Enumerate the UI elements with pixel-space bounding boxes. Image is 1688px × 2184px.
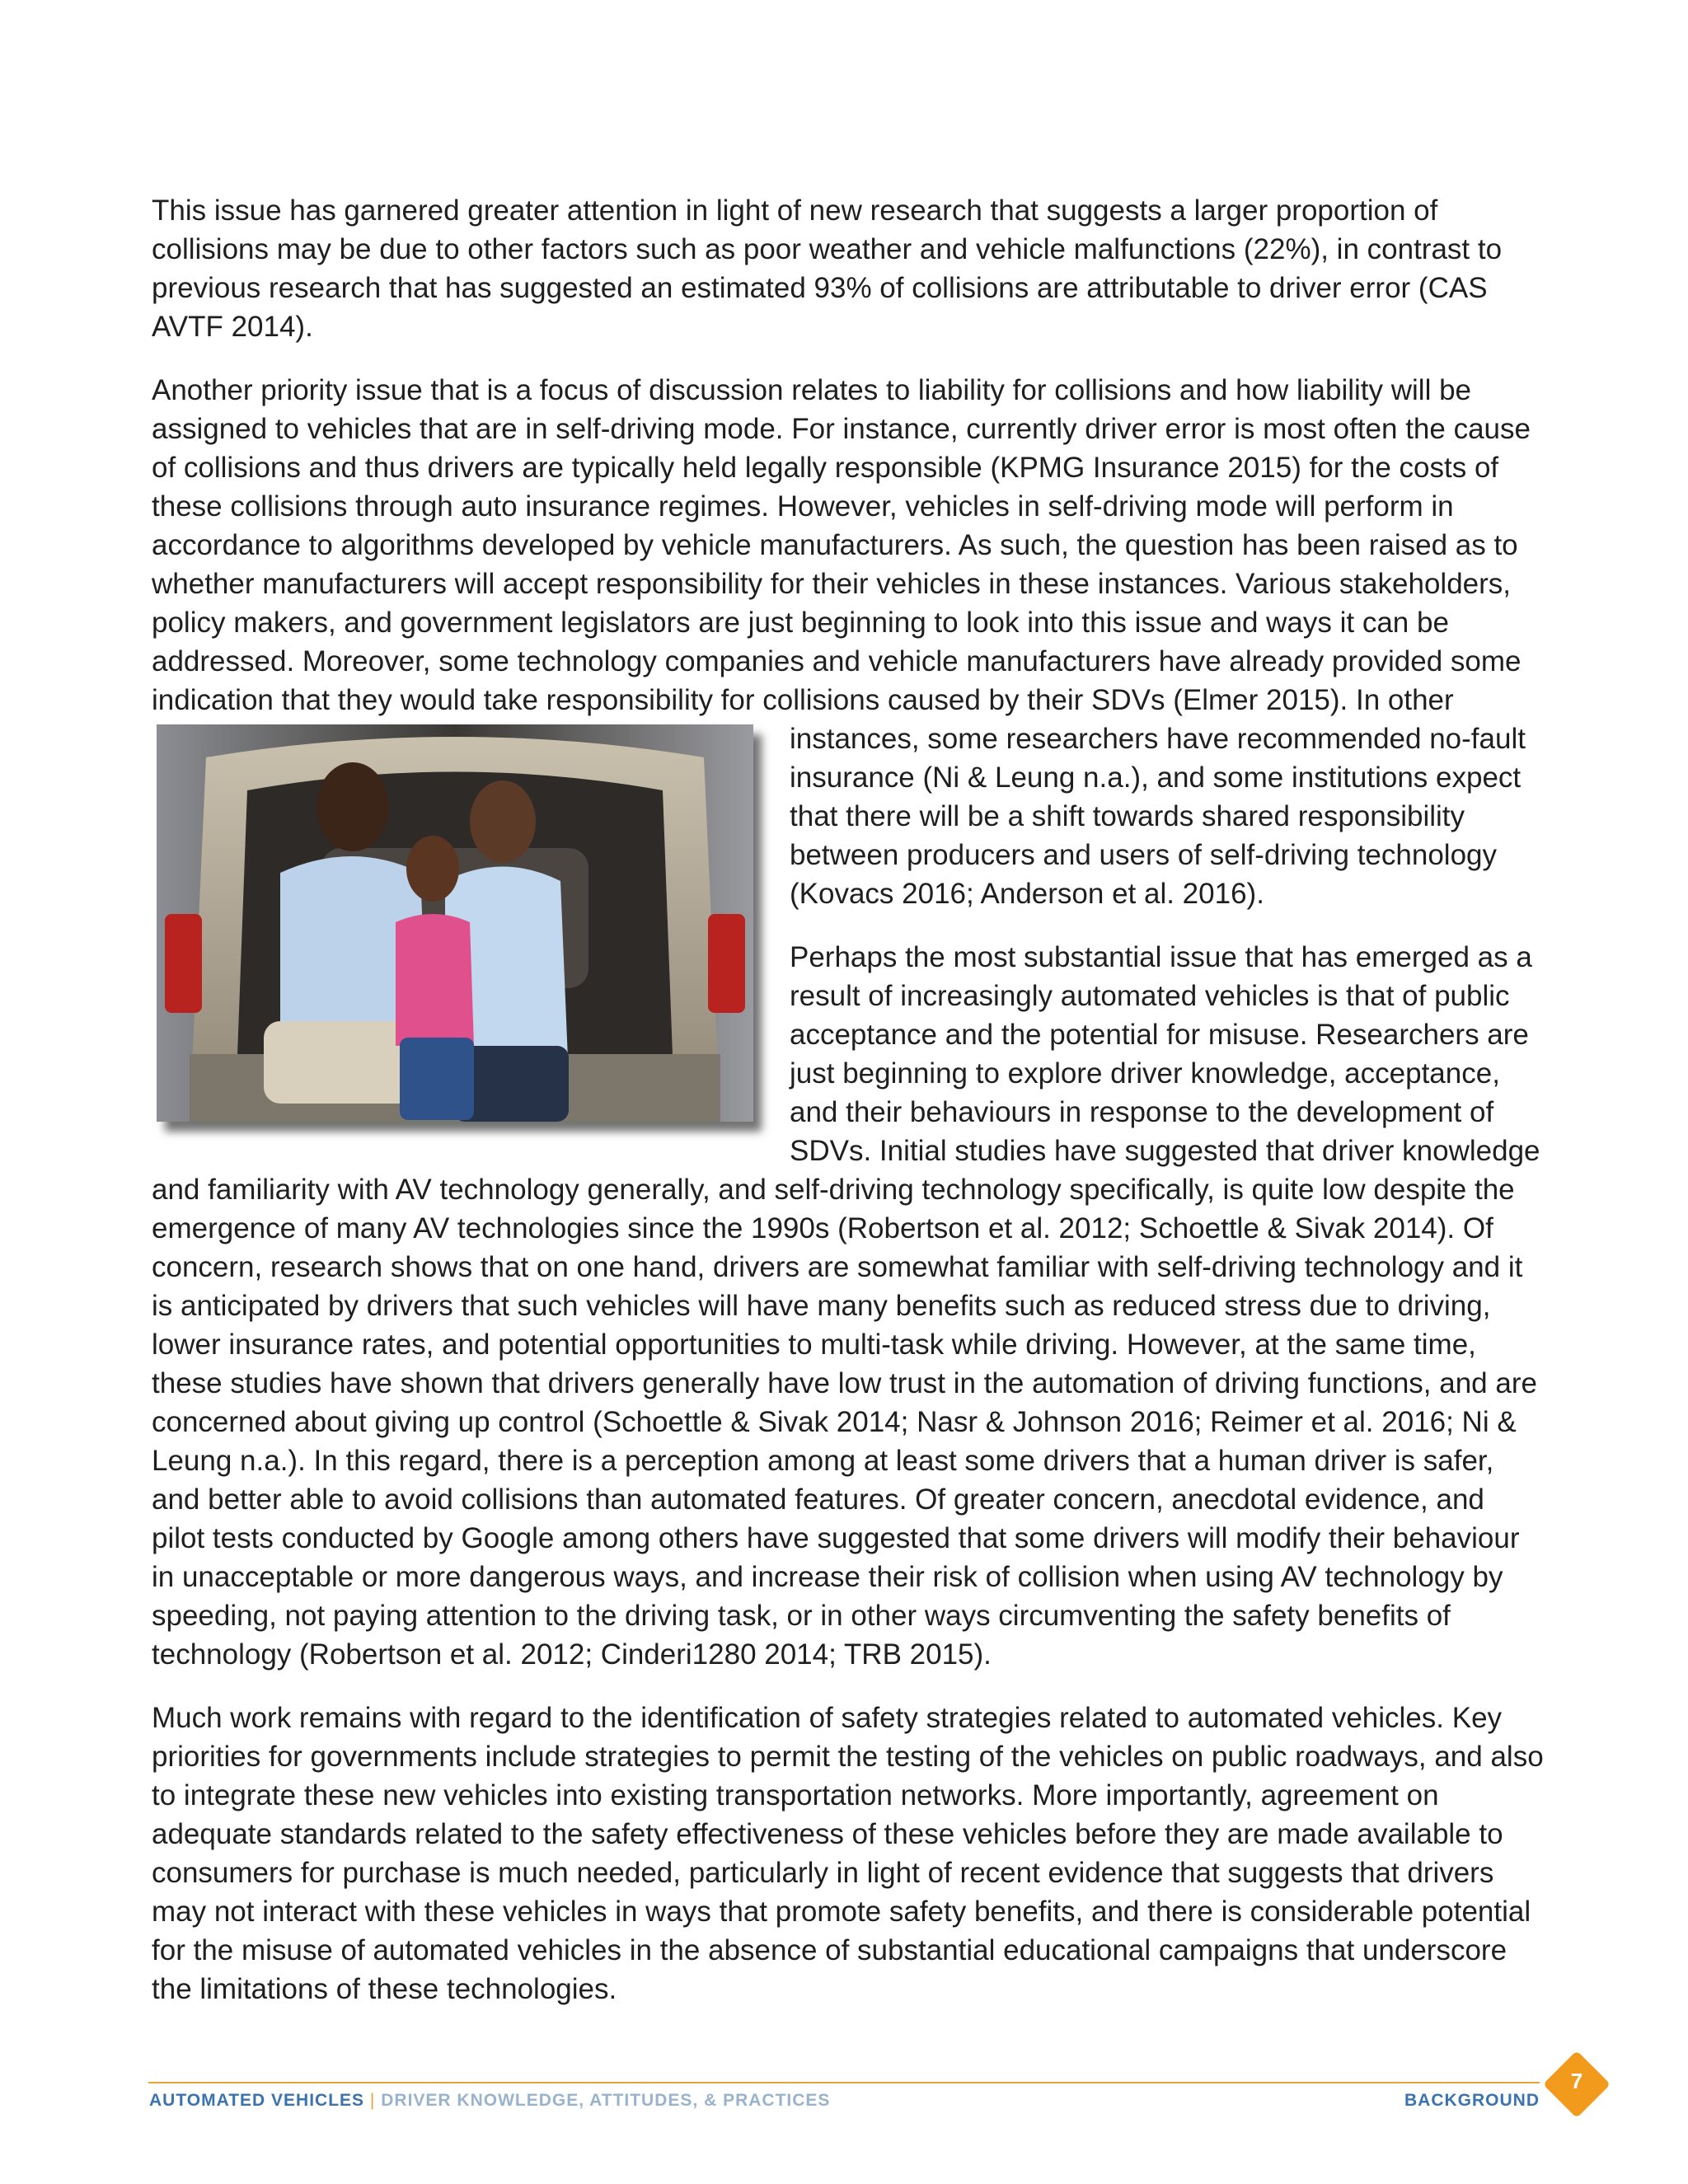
family-in-car-photo — [157, 724, 753, 1122]
footer-section-name: BACKGROUND — [1404, 2091, 1540, 2110]
page-number: 7 — [1570, 2069, 1583, 2093]
paragraph-2-text: Another priority issue that is a focus of discussion relates to liability for collisions and how liability will be assigned to vehicles that are in self-driving mode. For instance, currently driver error is most often the cause of collisions and thus drivers are typically held legally responsible (KPMG Insurance 2015) for the costs of these collisions through auto insurance regimes. However, vehicles in self-driving mode will perform in accordance to algorithms developed by vehicle manufacturers. As such, the question has been raised as to whether manufacturers will accept responsibility for their vehicles in these instances. Various stakeholders, policy makers, and government legislators are just beginning to look into this issue and ways it can be addressed. Moreover, some technology companies and vehicle manufacturers have already provided some indication that they would take responsibility for collisions caused by their SDVs (Elmer 2015). In other — [152, 374, 1531, 716]
paragraph-2-tail: instances, some researchers have recommended no-fault insurance (Ni & Leung n.a.), and some institutions expect that there will be a shift towards shared responsibility between producers and users of self-driving technology (Kovacs 2016; Anderson et al. 2016). — [790, 723, 1526, 910]
footer-brand: AUTOMATED VEHICLES — [149, 2091, 365, 2110]
paragraph-4: Much work remains with regard to the identification of safety strategies related to automated vehicles. Key priorities for governments include strategies to permit the testing of the vehicles on public roadways, and also to integrate these new vehicles into existing transportation networks. More importantly, agreement on adequate standards related to the safety effectiveness of these vehicles before they are made available to consumers for purchase is much needed, particularly in light of recent evidence that suggests that drivers may not interact with these vehicles in ways that promote safety benefits, and there is considerable potential for the misuse of automated vehicles in the absence of substantial educational campaigns that underscore the limitations of these technologies. — [152, 1702, 1544, 2005]
footer-publication-title — [149, 2091, 830, 2111]
document-body — [152, 191, 1545, 2033]
family-photo-figure — [152, 724, 758, 1141]
footer-subtitle: DRIVER KNOWLEDGE, ATTITUDES, & PRACTICES — [381, 2091, 831, 2110]
footer-divider — [148, 2082, 1540, 2083]
paragraph-2-continued — [152, 719, 1545, 913]
paragraph-1: This issue has garnered greater attention in light of new research that suggests a larger proportion of collisions may be due to other factors such as poor weather and vehicle malfunctions (22%), in contrast to previous research that has suggested an estimated 93% of collisions are attributable to driver error (CAS AVTF 2014). — [152, 194, 1503, 343]
paragraph-2 — [152, 371, 1545, 719]
paragraph-3: Perhaps the most substantial issue that has emerged as a result of increasingly automated vehicles is that of public acceptance and the potential for misuse. Researchers are just beginning to explore driver knowledge, acceptance, and their behaviours in response to the development of SDVs. Initial studies have suggested that driver knowledge and familiarity with AV technology generally, and self-driving technology specifically, is quite low despite the emergence of many AV technologies since the 1990s (Robertson et al. 2012; Schoettle & Sivak 2014). Of concern, research shows that on one hand, drivers are somewhat familiar with self-driving technology and it is anticipated by drivers that such vehicles will have many benefits such as reduced stress due to driving, lower insurance rates, and potential opportunities to multi-task while driving. However, at the same time, these studies have shown that drivers generally have low trust in the automation of driving functions, and are concerned about giving up control (Schoettle & Sivak 2014; Nasr & Johnson 2016; Reimer et al. 2016; Ni & Leung n.a.). In this regard, there is a perception among at least some drivers that a human driver is safer, and better able to avoid collisions than automated features. Of greater concern, anecdotal evidence, and pilot tests conducted by Google among others have suggested that some drivers will modify their behaviour in unacceptable or more dangerous ways, and increase their risk of collision when using AV technology by speeding, not paying attention to the driving task, or in other ways circumventing the safety benefits of technology (Robertson et al. 2012; Cinderi1280 2014; TRB 2015). — [152, 941, 1540, 1671]
footer-separator: | — [369, 2091, 376, 2110]
